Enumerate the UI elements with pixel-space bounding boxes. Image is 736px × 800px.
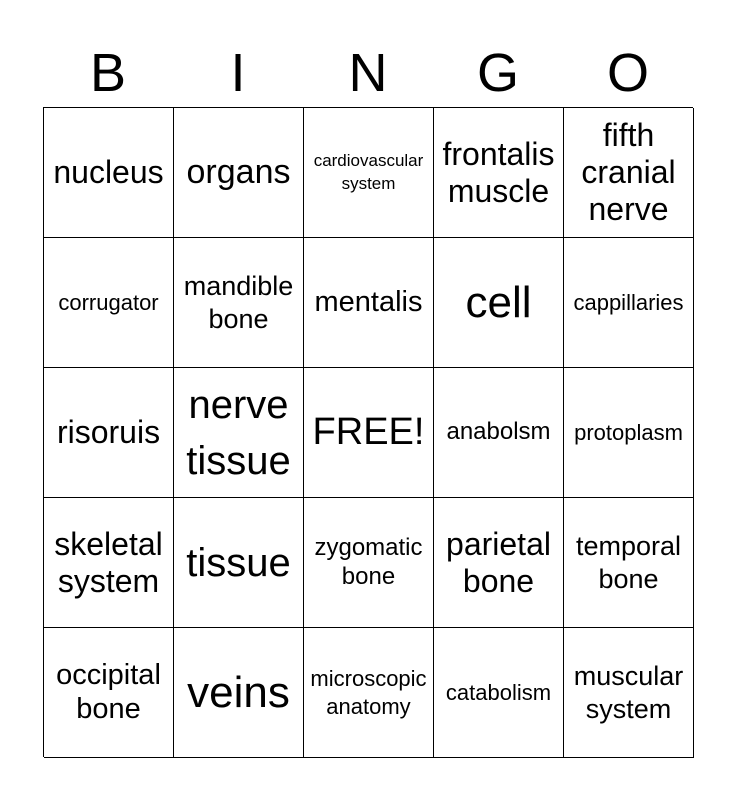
header-letter-n: N [348, 43, 388, 103]
bingo-cell[interactable]: organs [174, 108, 304, 238]
header-letter-b: B [89, 43, 127, 103]
bingo-cell[interactable]: temporal bone [564, 498, 694, 628]
bingo-cell[interactable]: skeletal system [44, 498, 174, 628]
bingo-cell[interactable]: nucleus [44, 108, 174, 238]
bingo-cell[interactable]: muscular system [564, 628, 694, 758]
bingo-cell[interactable]: corrugator [44, 238, 174, 368]
bingo-cell[interactable]: mandible bone [174, 238, 304, 368]
free-space[interactable]: FREE! [304, 368, 434, 498]
bingo-cell[interactable]: frontalis muscle [434, 108, 564, 238]
bingo-header [43, 38, 693, 108]
bingo-cell[interactable]: occipital bone [44, 628, 174, 758]
bingo-cell[interactable]: mentalis [304, 238, 434, 368]
bingo-cell[interactable]: anabolsm [434, 368, 564, 498]
bingo-cell[interactable]: fifth cranial nerve [564, 108, 694, 238]
bingo-cell[interactable]: cardiovascular system [304, 108, 434, 238]
bingo-board [43, 107, 693, 757]
bingo-cell[interactable]: nerve tissue [174, 368, 304, 498]
header-letter-o: O [606, 43, 649, 103]
bingo-cell[interactable]: parietal bone [434, 498, 564, 628]
header-letter-g: G [476, 43, 519, 103]
bingo-cell[interactable]: zygomatic bone [304, 498, 434, 628]
bingo-cell[interactable]: protoplasm [564, 368, 694, 498]
bingo-cell[interactable]: veins [174, 628, 304, 758]
bingo-cell[interactable]: catabolism [434, 628, 564, 758]
bingo-cell[interactable]: microscopic anatomy [304, 628, 434, 758]
header-letter-i: I [230, 43, 246, 103]
bingo-cell[interactable]: cell [434, 238, 564, 368]
bingo-cell[interactable]: tissue [174, 498, 304, 628]
bingo-cell[interactable]: cappillaries [564, 238, 694, 368]
bingo-cell[interactable]: risoruis [44, 368, 174, 498]
